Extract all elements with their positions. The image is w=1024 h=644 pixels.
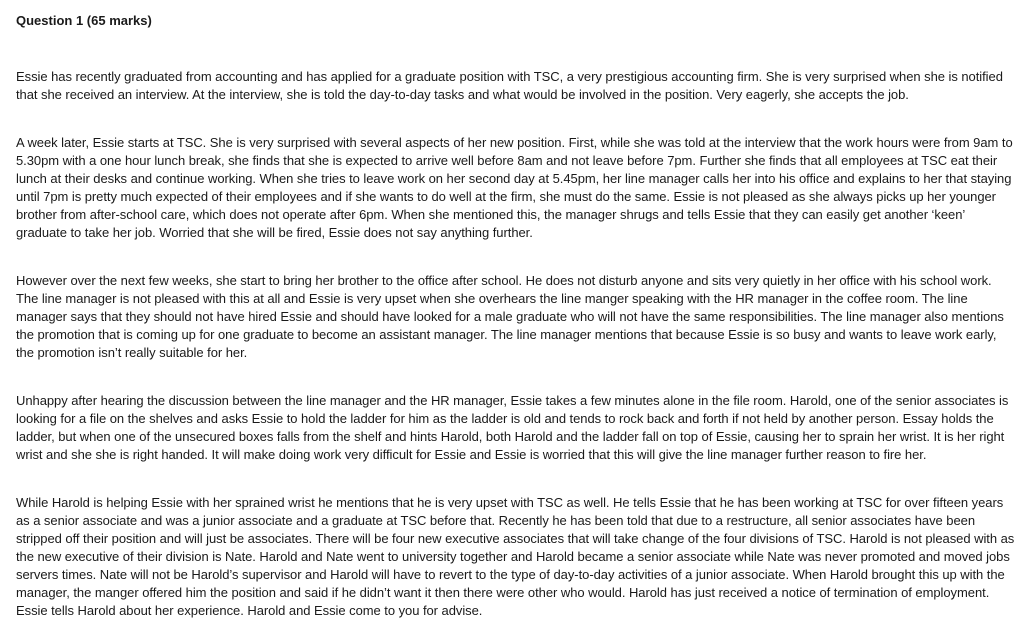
paragraph-1: Essie has recently graduated from accounting and has applied for a graduate position with TSC, a very prestigious accounting firm. She is very surprised when she is notified that she received an interview. At the interview, she is told the day-to-day tasks and what would be involved in the position. Very eagerly, she accepts the job. [16, 69, 1003, 102]
paragraph-5: While Harold is helping Essie with her sprained wrist he mentions that he is very upset with TSC as well. He tells Essie that he has been working at TSC for over fifteen years as a senior associate and was a junior associate and a graduate at TSC before that. Recently he has been told that due to a restructure, all senior associates have been stripped off their position and will just be associates. There will be four new executive associates that will take change of the four divisions of TSC. Harold is not pleased with as the new executive of their division is Nate. Harold and Nate went to university together and Harold became a senior associate while Nate was never promoted and moved jobs servers times. Nate will not be Harold’s supervisor and Harold will have to revert to the type of day-to-day activities of a junior associate. When Harold brought this up with the manager, the manger offered him the position and said if he didn’t want it then there were other who would. Harold has just received a notice of termination of employment. Essie tells Harold about her experience. Harold and Essie come to you for advise. [16, 495, 1015, 618]
paragraph-4: Unhappy after hearing the discussion between the line manager and the HR manager, Essie takes a few minutes alone in the file room. Harold, one of the senior associates is looking for a file on the shelves and asks Essie to hold the ladder for him as the ladder is old and tends to rock back and forth if not held by another person. Essay holds the ladder, but when one of the unsecured boxes falls from the shelf and hints Harold, both Harold and the ladder fall on top of Essie, causing her to sprain her wrist. It is her right wrist and she she is right handed. It will make doing work very difficult for Essie and Essie is worried that this will give the line manager further reason to fire her. [16, 393, 1009, 462]
paragraph-2: A week later, Essie starts at TSC. She is very surprised with several aspects of her new position. First, while she was told at the interview that the work hours were from 9am to 5.30pm with a one hour lunch break, she finds that she is expected to arrive well before 8am and not leave before 7pm. Further she finds that all employees at TSC eat their lunch at their desks and continue working. When she tries to leave work on her second day at 5.45pm, her line manager calls her into his office and explains to her that staying until 7pm is pretty much expected of their employees and if she wants to do well at the firm, she must do the same. Essie is not pleased as she always picks up her younger brother from after-school care, which does not operate after 6pm. When she mentioned this, the manager shrugs and tells Essie that they can easily get another ‘keen’ graduate to take her job. Worried that she will be fired, Essie does not say anything further. [16, 135, 1013, 240]
question-title: Question 1 (65 marks) [16, 13, 152, 28]
paragraph-3: However over the next few weeks, she start to bring her brother to the office after school. He does not disturb anyone and sits very quietly in her office with his school work. The line manager is not pleased with this at all and Essie is very upset when she overhears the line manger speaking with the HR manager in the coffee room. The line manager says that they should not have hired Essie and should have looked for a male graduate who will not have the same responsibilities. The line manager also mentions the promotion that is coming up for one graduate to become an assistant manager. The line manager mentions that because Essie is so busy and wants to leave work early, the promotion isn’t really suitable for her. [16, 273, 1004, 360]
